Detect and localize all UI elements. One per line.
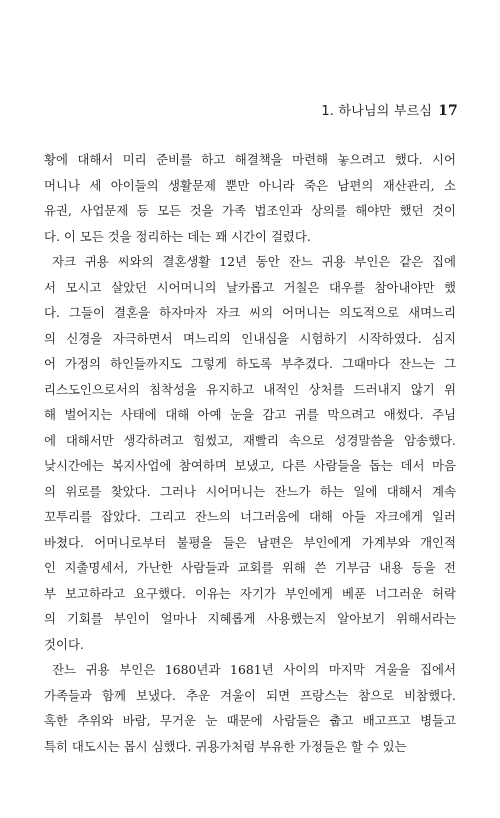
text-line: 황에 대해서 미리 준비를 하고 해결책을 마련해 놓으려고 했다. 시어 (44, 152, 456, 167)
text-line: 의 신경을 자극하면서 며느리의 인내심을 시험하기 시작하였다. 심지 (44, 330, 456, 346)
text-line: 가족들과 함께 보냈다. 추운 겨울이 되면 프랑스는 참으로 비참했다. (44, 687, 456, 703)
text-line: 혹한 추위와 바람, 무거운 눈 때문에 사람들은 춥고 배고프고 병들고 (44, 713, 456, 728)
text-line: 리스도인으로서의 침착성을 유지하고 내적인 상처를 드러내지 않기 위 (44, 381, 456, 397)
paragraph (44, 657, 456, 759)
text-line: 것이다. (44, 636, 84, 652)
text-line: 다. 그들이 결혼을 하자마자 자크 씨의 어머니는 의도적으로 새며느리 (44, 305, 456, 320)
paragraph (44, 249, 456, 657)
text-line: 서 모시고 살았던 시어머니의 날카롭고 거칠은 대우를 참아내야만 했 (44, 279, 456, 295)
text-line: 의 위로를 찾았다. 그러나 시어머니는 잔느가 하는 일에 대해서 계속 (44, 483, 456, 499)
chapter-title: 1. 하나님의 부르심 (321, 104, 433, 119)
text-line: 잔느 귀용 부인은 1680년과 1681년 사이의 마지막 겨울을 집에서 (52, 662, 456, 677)
text-line: 다. 이 모든 것을 정리하는 데는 꽤 시간이 걸렸다. (44, 228, 311, 244)
text-line: 특히 대도시는 몹시 심했다. 귀용가처럼 부유한 가정들은 할 수 있는 (44, 738, 407, 754)
text-line: 인 지출명세서, 가난한 사람들과 교회를 위해 쓴 기부금 내용 등을 전 (44, 560, 456, 575)
text-line: 자크 귀용 씨와의 결혼생활 12년 동안 잔느 귀용 부인은 같은 집에 (52, 254, 456, 269)
paragraph (44, 147, 456, 249)
text-line: 머니나 세 아이들의 생활문제 뿐만 아니라 죽은 남편의 재산관리, 소 (44, 177, 456, 193)
text-line: 부 보고하라고 요구했다. 이유는 자기가 부인에게 베푼 너그러운 허락 (44, 585, 456, 601)
text-line: 에 대해서만 생각하려고 힘썼고, 재빨리 속으로 성경말씀을 암송했다. (44, 432, 456, 448)
text-line: 바쳤다. 어머니로부터 불평을 들은 남편은 부인에게 가계부와 개인적 (44, 534, 456, 550)
text-line: 유권, 사업문제 등 모든 것을 가족 법조인과 상의를 해야만 했던 것이 (44, 203, 456, 218)
text-line: 꼬투리를 잡았다. 그리고 잔느의 너그러움에 대해 아들 자크에게 일러 (44, 509, 456, 524)
body-text (44, 147, 456, 759)
page-number: 17 (438, 103, 458, 119)
text-line: 해 벌어지는 사태에 대해 아예 눈을 감고 귀를 막으려고 애썼다. 주님 (44, 407, 456, 422)
running-header (321, 100, 458, 119)
text-line: 의 기회를 부인이 얼마나 지혜롭게 사용했는지 알아보기 위해서라는 (44, 611, 456, 626)
text-line: 낮시간에는 복지사업에 참여하며 보냈고, 다른 사람들을 돕는 데서 마음 (44, 458, 456, 473)
text-line: 어 가정의 하인들까지도 그렇게 하도록 부추겼다. 그때마다 잔느는 그 (44, 356, 456, 371)
